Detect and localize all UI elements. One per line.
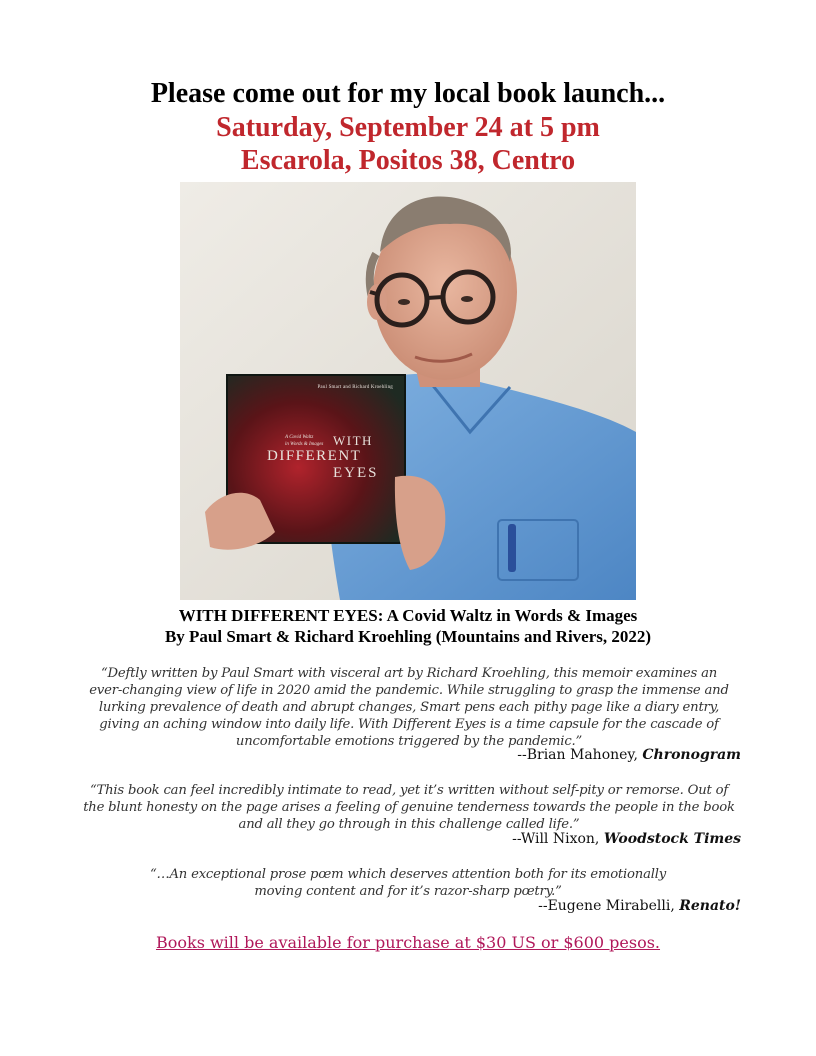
event-location: Escarola, Positos 38, Centro: [240, 145, 576, 176]
author-photo: [180, 182, 636, 600]
book-cover-title-3: EYES: [333, 465, 379, 481]
event-date: Saturday, September 24 at 5 pm: [216, 112, 600, 143]
review-source-2: Woodstock Times: [603, 831, 741, 847]
reviewer-name-1: --Brian Mahoney,: [517, 747, 643, 763]
reviewer-name-3: --Eugene Mirabelli,: [538, 898, 680, 914]
book-authors: By Paul Smart & Richard Kroehling (Mountains and Rivers, 2022): [164, 627, 652, 646]
reviewer-name-2: --Will Nixon,: [512, 831, 604, 847]
invitation-headline: Please come out for my local book launch...: [150, 78, 666, 109]
review-source-3: Renato!: [679, 898, 741, 914]
review-quote-2: “This book can feel incredibly intimate to read, yet it’s written without self-pity or remorse. Out of the blunt honesty on the page arises a feeling of genuine tenderness towards the people in the book and all they go through in this challenge called life.”: [83, 783, 735, 832]
review-quote-3: “…An exceptional prose pœm which deserves attention both for its emotionally moving content and for it’s razor-sharp pœtry.”: [149, 867, 667, 899]
review-quote-1: “Deftly written by Paul Smart with visceral art by Richard Kroehling, this memoir examines an ever-changing view of life in 2020 amid the pandemic. While struggling to grasp the immense and lurking prevalence of death and abrupt changes, Smart pens each pithy page like a diary entry, giving an aching window into daily life. With Different Eyes is a time capsule for the cascade of uncomfortable emotions triggered by the pandemic.”: [89, 666, 729, 749]
book-title: WITH DIFFERENT EYES: A Covid Waltz in Words & Images: [178, 606, 638, 625]
review-attribution-2: [512, 831, 741, 847]
review-attribution-1: [517, 747, 741, 763]
review-source-1: Chronogram: [642, 747, 741, 763]
purchase-note: Books will be available for purchase at $30 US or $600 pesos.: [155, 933, 661, 952]
book-cover-title-2: DIFFERENT: [267, 448, 362, 464]
book-cover-authors: Paul Smart and Richard Kroehling: [317, 385, 393, 390]
review-attribution-3: [538, 898, 741, 914]
book-cover-subtitle-1: A Covid Waltz: [285, 435, 314, 440]
book-cover-subtitle-2: in Words & Images: [285, 442, 324, 447]
book-cover-text: [227, 375, 405, 543]
book-cover-title-1: WITH: [333, 433, 373, 448]
